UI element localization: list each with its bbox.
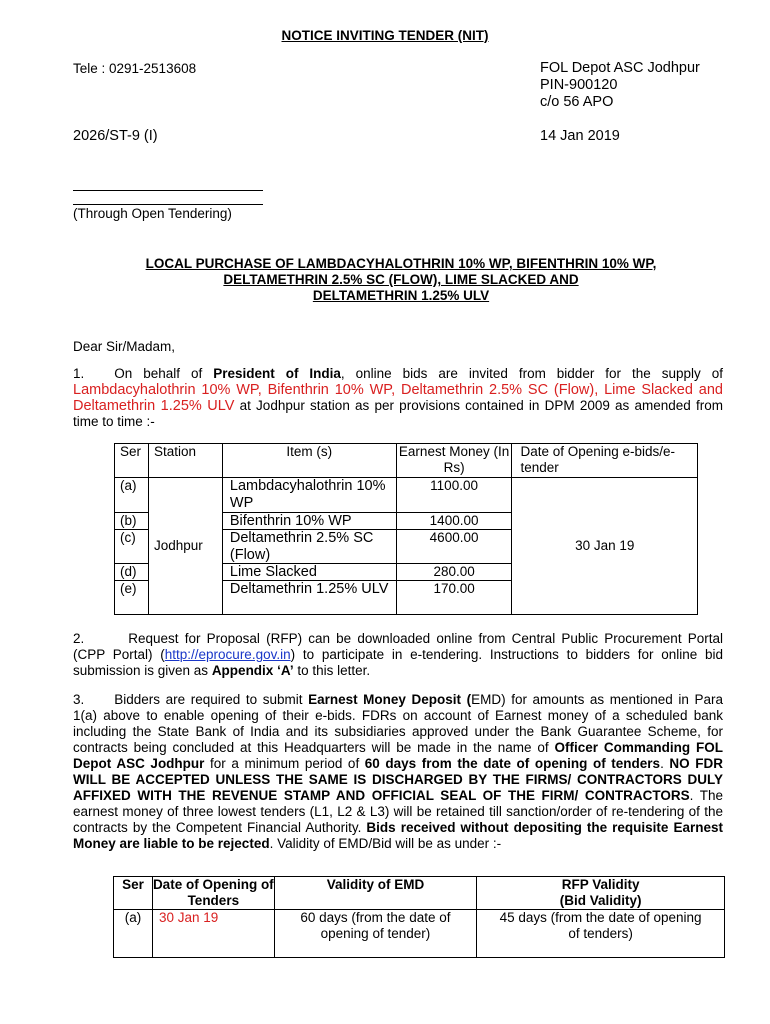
cell-item: Lime Slacked: [222, 564, 396, 581]
para-number: 3.: [73, 692, 85, 707]
items-table: [114, 443, 698, 615]
cell-emd: 1100.00: [396, 478, 512, 513]
subject-line: DELTAMETHRIN 2.5% SC (FLOW), LIME SLACKED AND: [223, 272, 579, 287]
cell-item: Lambdacyhalothrin 10% WP: [222, 478, 396, 513]
cell-item: Deltamethrin 1.25% ULV: [222, 581, 396, 615]
emphasis: President of India: [213, 366, 341, 381]
cpp-portal-link[interactable]: http://eprocure.gov.in: [164, 647, 291, 662]
paragraph-1: 1. On behalf of President of India, online bids are invited from bidder for the supply of Lambdacyhalothrin 10% WP, Bifenthrin 10% WP, Deltamethrin 2.5% SC (Flow), Lime Slacked and Deltamethrin 1.25% ULV at Jodhpur station as per provisions contained in DPM 2009 as amended from time to time :-: [73, 366, 723, 429]
table-row: [114, 910, 725, 958]
paragraph-3: 3. Bidders are required to submit Earnest Money Deposit (EMD) for amounts as mentioned in Para 1(a) above to enable opening of their e-bids. FDRs on account of Earnest money of a scheduled bank including the State Bank of India and its subsidiaries approved under the Bank Guarantee Scheme, for contracts being concluded at this Headquarters will be made in the name of Officer Commanding FOL Depot ASC Jodhpur for a minimum period of 60 days from the date of opening of tenders. NO FDR WILL BE ACCEPTED UNLESS THE SAME IS DISCHARGED BY THE FIRMS/ CONTRACTORS DULY AFFIXED WITH THE REVENUE STAMP AND OFFICIAL SEAL OF THE FIRM/ CONTRACTORS. The earnest money of three lowest tenders (L1, L2 & L3) will be retained till sanction/order of re-tendering of the contracts by the Competent Financial Authority. Bids received without depositing the requisite Earnest Money are liable to be rejected. Validity of EMD/Bid will be as under :-: [73, 692, 724, 851]
para-number: 2.: [73, 631, 85, 646]
address-line: FOL Depot ASC Jodhpur: [540, 60, 700, 76]
cell-emd: 170.00: [396, 581, 512, 615]
divider: [73, 190, 263, 191]
header-station: Station: [148, 444, 222, 478]
cell-rfp-validity: 45 days (from the date of opening of tenders): [477, 910, 725, 958]
header-opening-date: Date of Opening of Tenders: [152, 877, 274, 908]
tendering-mode: (Through Open Tendering): [73, 206, 232, 221]
cell-ser: (d): [115, 564, 149, 581]
cell-emd: 4600.00: [396, 530, 512, 564]
header-earnest-money: Earnest Money (In Rs): [396, 444, 512, 478]
cell-ser: (a): [114, 910, 153, 958]
cell-ser: (b): [115, 513, 149, 530]
address-line: c/o 56 APO: [540, 94, 614, 110]
cell-emd-validity: 60 days (from the date of opening of tender): [274, 910, 476, 958]
item-list-highlight: Lambdacyhalothrin 10% WP, Bifenthrin 10% WP, Deltamethrin 2.5% SC (Flow), Lime Slacked and Deltamethrin 1.25% ULV: [73, 382, 723, 414]
address-block: [540, 60, 700, 111]
table-header-row: [114, 877, 725, 910]
header-emd-validity: Validity of EMD: [274, 877, 476, 910]
header-opening-date: Date of Opening e-bids/e-tender: [512, 444, 698, 478]
header-ser: Ser: [114, 877, 153, 910]
cell-ser: (a): [115, 478, 149, 513]
cell-ser: (c): [115, 530, 149, 564]
subject-line: LOCAL PURCHASE OF LAMBDACYHALOTHRIN 10% WP, BIFENTHRIN 10% WP,: [145, 256, 657, 271]
header-ser: Ser: [115, 444, 149, 478]
cell-item: Bifenthrin 10% WP: [222, 513, 396, 530]
reference-number: 2026/ST-9 (I): [73, 128, 158, 144]
cell-ser: (e): [115, 581, 149, 615]
cell-opening-date: 30 Jan 19: [512, 478, 698, 615]
paragraph-2: 2. Request for Proposal (RFP) can be downloaded online from Central Public Procurement Portal (CPP Portal) (http://eprocure.gov.in) to participate in e-tendering. Instructions to bidders for online bid submission is given as Appendix ‘A’ to this letter.: [73, 631, 723, 678]
cell-emd: 1400.00: [396, 513, 512, 530]
letter-date: 14 Jan 2019: [540, 128, 620, 144]
validity-table: [113, 876, 725, 958]
cell-emd: 280.00: [396, 564, 512, 581]
subject: [73, 256, 729, 304]
para-number: 1.: [73, 366, 85, 381]
divider: [73, 204, 263, 205]
salutation: Dear Sir/Madam,: [73, 339, 176, 354]
header-rfp-validity: RFP Validity (Bid Validity): [477, 877, 725, 910]
table-row: [115, 478, 698, 513]
subject-line: DELTAMETHRIN 1.25% ULV: [312, 288, 490, 303]
cell-opening-date: 30 Jan 19: [152, 910, 274, 958]
cell-station: Jodhpur: [148, 478, 222, 615]
address-line: PIN-900120: [540, 77, 618, 93]
emphasis: Appendix ‘A’: [211, 663, 294, 678]
telephone: Tele : 0291-2513608: [73, 61, 197, 76]
header-items: Item (s): [222, 444, 396, 478]
page-title: NOTICE INVITING TENDER (NIT): [281, 28, 489, 43]
table-header-row: [115, 444, 698, 478]
cell-item: Deltamethrin 2.5% SC (Flow): [222, 530, 396, 564]
